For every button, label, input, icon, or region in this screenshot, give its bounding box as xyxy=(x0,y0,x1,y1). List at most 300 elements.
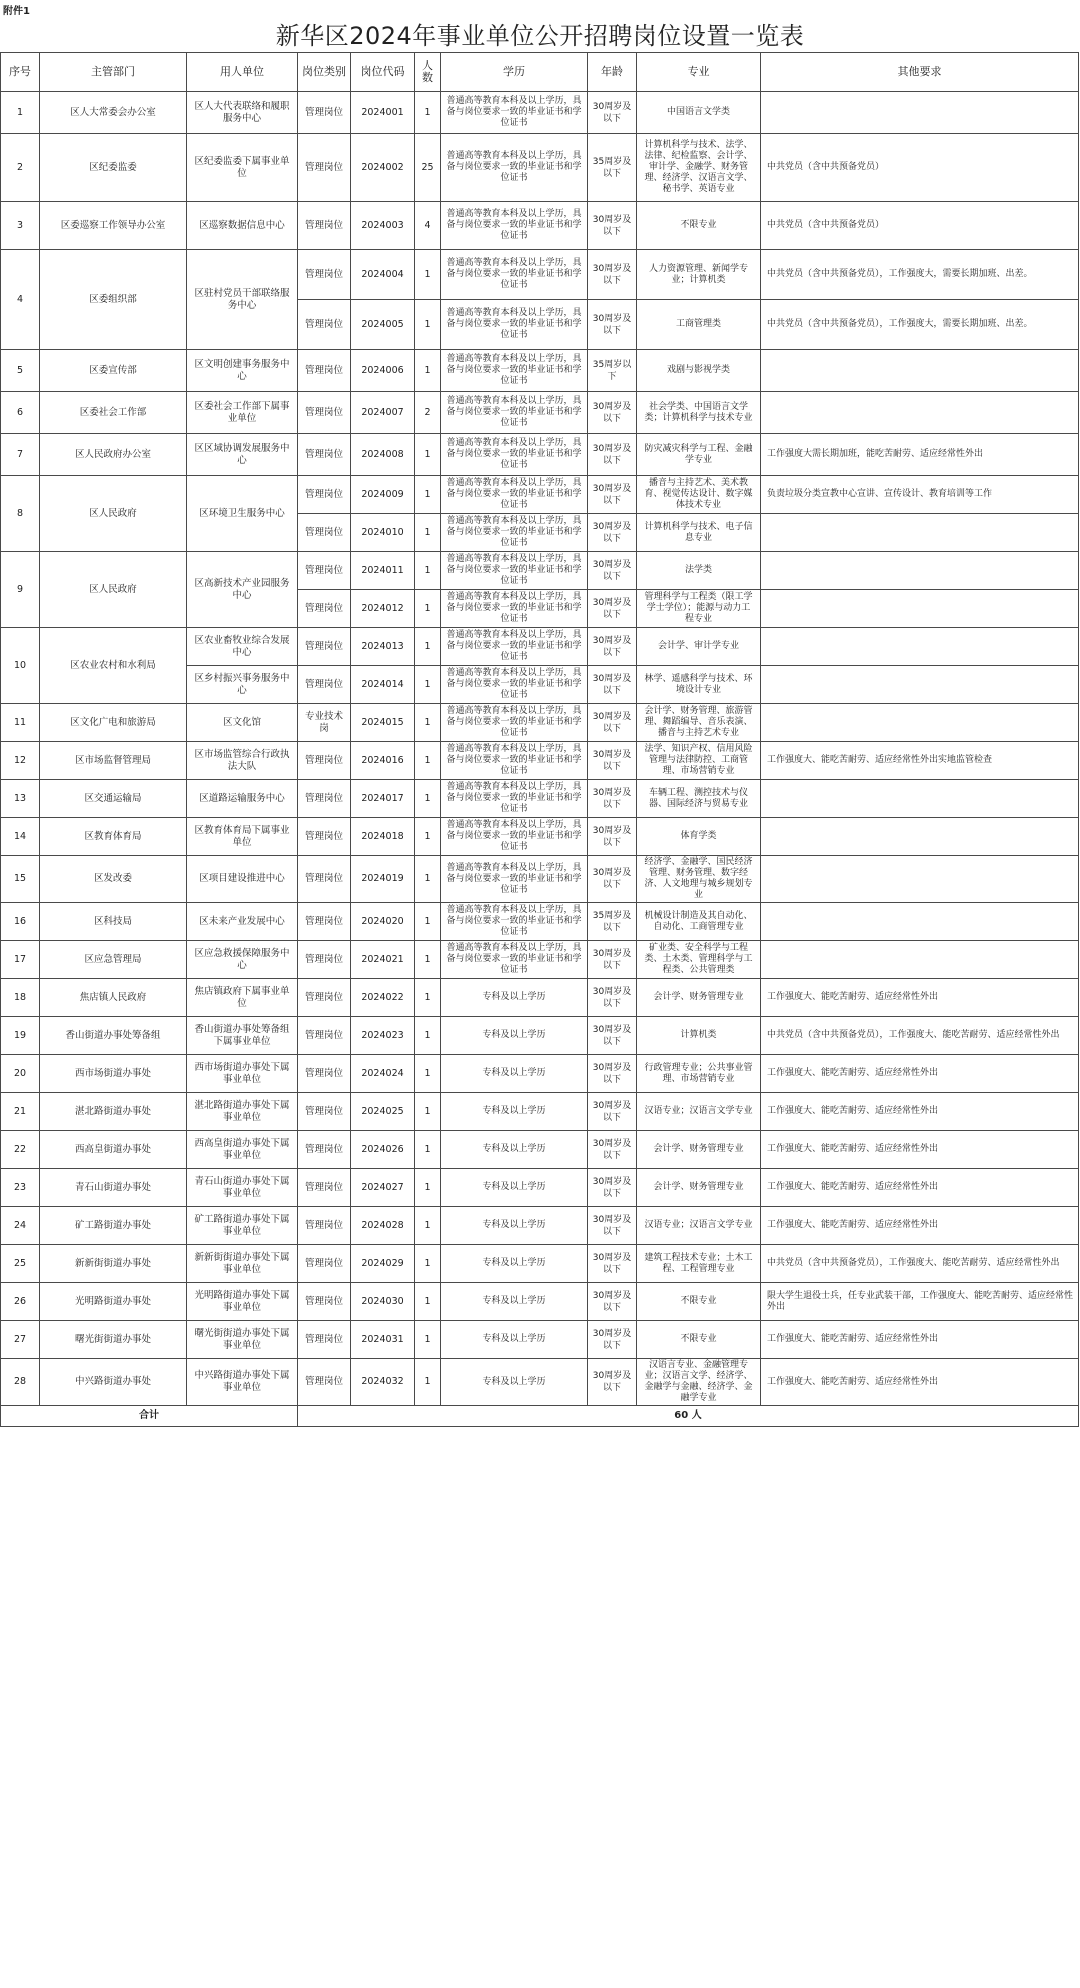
cell-major: 播音与主持艺术、美术教育、视觉传达设计、数字媒体技术专业 xyxy=(637,476,761,514)
table-row xyxy=(1,979,1079,1017)
cell-age: 30周岁及以下 xyxy=(588,1245,637,1283)
cell-count: 1 xyxy=(415,1321,441,1359)
cell-age: 30周岁及以下 xyxy=(588,742,637,780)
cell-dept: 区交通运输局 xyxy=(40,780,187,818)
table-row xyxy=(1,1169,1079,1207)
cell-dept: 焦店镇人民政府 xyxy=(40,979,187,1017)
cell-count: 1 xyxy=(415,590,441,628)
cell-seq: 2 xyxy=(1,134,40,202)
cell-major: 建筑工程技术专业；土木工程、工程管理专业 xyxy=(637,1245,761,1283)
cell-age: 30周岁及以下 xyxy=(588,202,637,250)
cell-unit: 区文明创建事务服务中心 xyxy=(187,350,298,392)
cell-other xyxy=(761,941,1079,979)
cell-code: 2024032 xyxy=(351,1359,415,1406)
cell-age: 30周岁及以下 xyxy=(588,552,637,590)
cell-dept: 光明路街道办事处 xyxy=(40,1283,187,1321)
cell-other xyxy=(761,666,1079,704)
cell-edu: 普通高等教育本科及以上学历，具备与岗位要求一致的毕业证书和学位证书 xyxy=(441,250,588,300)
cell-major: 车辆工程、测控技术与仪器、国际经济与贸易专业 xyxy=(637,780,761,818)
cell-code: 2024003 xyxy=(351,202,415,250)
cell-other: 工作强度大、能吃苦耐劳、适应经常性外出 xyxy=(761,979,1079,1017)
cell-type: 管理岗位 xyxy=(298,666,351,704)
cell-unit: 中兴路街道办事处下属事业单位 xyxy=(187,1359,298,1406)
cell-type: 管理岗位 xyxy=(298,1131,351,1169)
cell-age: 35周岁及以下 xyxy=(588,903,637,941)
cell-major: 汉语专业；汉语言文学专业 xyxy=(637,1207,761,1245)
table-row xyxy=(1,818,1079,856)
cell-age: 30周岁及以下 xyxy=(588,941,637,979)
cell-type: 专业技术岗 xyxy=(298,704,351,742)
cell-unit: 区未来产业发展中心 xyxy=(187,903,298,941)
cell-code: 2024030 xyxy=(351,1283,415,1321)
cell-major: 社会学类、中国语言文学类；计算机科学与技术专业 xyxy=(637,392,761,434)
cell-major: 计算机类 xyxy=(637,1017,761,1055)
cell-code: 2024028 xyxy=(351,1207,415,1245)
cell-age: 30周岁及以下 xyxy=(588,392,637,434)
cell-count: 1 xyxy=(415,818,441,856)
cell-major: 汉语专业；汉语言文学专业 xyxy=(637,1093,761,1131)
cell-age: 35周岁以下 xyxy=(588,350,637,392)
cell-dept: 西高皇街道办事处 xyxy=(40,1131,187,1169)
cell-code: 2024016 xyxy=(351,742,415,780)
cell-seq: 9 xyxy=(1,552,40,628)
cell-code: 2024027 xyxy=(351,1169,415,1207)
cell-edu: 普通高等教育本科及以上学历，具备与岗位要求一致的毕业证书和学位证书 xyxy=(441,350,588,392)
cell-edu: 普通高等教育本科及以上学历，具备与岗位要求一致的毕业证书和学位证书 xyxy=(441,780,588,818)
table-row xyxy=(1,202,1079,250)
cell-seq: 10 xyxy=(1,628,40,704)
cell-major: 不限专业 xyxy=(637,1283,761,1321)
cell-dept: 西市场街道办事处 xyxy=(40,1055,187,1093)
table-row xyxy=(1,1359,1079,1406)
cell-seq: 12 xyxy=(1,742,40,780)
cell-major: 法学类 xyxy=(637,552,761,590)
table-row xyxy=(1,1017,1079,1055)
table-row xyxy=(1,92,1079,134)
cell-other: 负责垃圾分类宣教中心宣讲、宣传设计、教育培训等工作 xyxy=(761,476,1079,514)
cell-age: 30周岁及以下 xyxy=(588,1017,637,1055)
cell-unit: 区道路运输服务中心 xyxy=(187,780,298,818)
cell-seq: 6 xyxy=(1,392,40,434)
cell-count: 1 xyxy=(415,1207,441,1245)
cell-count: 1 xyxy=(415,300,441,350)
cell-unit: 区文化馆 xyxy=(187,704,298,742)
cell-edu: 普通高等教育本科及以上学历，具备与岗位要求一致的毕业证书和学位证书 xyxy=(441,704,588,742)
page-title: 新华区2024年事业单位公开招聘岗位设置一览表 xyxy=(275,22,805,50)
cell-edu: 专科及以上学历 xyxy=(441,1283,588,1321)
table-row xyxy=(1,392,1079,434)
cell-seq: 11 xyxy=(1,704,40,742)
cell-code: 2024029 xyxy=(351,1245,415,1283)
cell-count: 1 xyxy=(415,628,441,666)
cell-seq: 1 xyxy=(1,92,40,134)
cell-edu: 普通高等教育本科及以上学历，具备与岗位要求一致的毕业证书和学位证书 xyxy=(441,392,588,434)
cell-dept: 矿工路街道办事处 xyxy=(40,1207,187,1245)
header-age: 年龄 xyxy=(588,53,637,92)
table-row xyxy=(1,1131,1079,1169)
total-row xyxy=(1,1406,1079,1427)
cell-seq: 3 xyxy=(1,202,40,250)
cell-other xyxy=(761,92,1079,134)
cell-type: 管理岗位 xyxy=(298,1169,351,1207)
cell-other xyxy=(761,780,1079,818)
cell-seq: 19 xyxy=(1,1017,40,1055)
table-row xyxy=(1,1093,1079,1131)
cell-other xyxy=(761,350,1079,392)
cell-edu: 普通高等教育本科及以上学历，具备与岗位要求一致的毕业证书和学位证书 xyxy=(441,552,588,590)
table-row xyxy=(1,628,1079,666)
cell-edu: 普通高等教育本科及以上学历，具备与岗位要求一致的毕业证书和学位证书 xyxy=(441,92,588,134)
cell-major: 林学、遥感科学与技术、环境设计专业 xyxy=(637,666,761,704)
cell-age: 30周岁及以下 xyxy=(588,780,637,818)
cell-type: 管理岗位 xyxy=(298,941,351,979)
cell-unit: 区委社会工作部下属事业单位 xyxy=(187,392,298,434)
cell-major: 汉语言专业、金融管理专业；汉语言文学、经济学、金融学与金融、经济学、金融学专业 xyxy=(637,1359,761,1406)
header-row xyxy=(1,53,1079,92)
cell-seq: 22 xyxy=(1,1131,40,1169)
cell-count: 1 xyxy=(415,903,441,941)
cell-type: 管理岗位 xyxy=(298,1017,351,1055)
cell-other: 中共党员（含中共预备党员），工作强度大、能吃苦耐劳、适应经常性外出 xyxy=(761,1245,1079,1283)
cell-age: 30周岁及以下 xyxy=(588,1359,637,1406)
cell-other xyxy=(761,903,1079,941)
table-row xyxy=(1,941,1079,979)
cell-age: 30周岁及以下 xyxy=(588,590,637,628)
cell-unit: 区应急救援保障服务中心 xyxy=(187,941,298,979)
header-other: 其他要求 xyxy=(761,53,1079,92)
cell-age: 30周岁及以下 xyxy=(588,1321,637,1359)
cell-seq: 7 xyxy=(1,434,40,476)
cell-code: 2024021 xyxy=(351,941,415,979)
cell-code: 2024009 xyxy=(351,476,415,514)
header-major: 专业 xyxy=(637,53,761,92)
cell-seq: 14 xyxy=(1,818,40,856)
table-row xyxy=(1,1283,1079,1321)
cell-major: 矿业类、安全科学与工程类、土木类、管理科学与工程类、公共管理类 xyxy=(637,941,761,979)
cell-unit: 区乡村振兴事务服务中心 xyxy=(187,666,298,704)
cell-age: 30周岁及以下 xyxy=(588,1169,637,1207)
header-edu: 学历 xyxy=(441,53,588,92)
cell-type: 管理岗位 xyxy=(298,250,351,300)
cell-count: 1 xyxy=(415,666,441,704)
cell-seq: 15 xyxy=(1,856,40,903)
table-row xyxy=(1,1321,1079,1359)
cell-edu: 普通高等教育本科及以上学历，具备与岗位要求一致的毕业证书和学位证书 xyxy=(441,202,588,250)
cell-edu: 专科及以上学历 xyxy=(441,979,588,1017)
cell-unit: 香山街道办事处筹备组下属事业单位 xyxy=(187,1017,298,1055)
cell-dept: 区人大常委会办公室 xyxy=(40,92,187,134)
cell-unit: 区高新技术产业园服务中心 xyxy=(187,552,298,628)
cell-edu: 普通高等教育本科及以上学历，具备与岗位要求一致的毕业证书和学位证书 xyxy=(441,903,588,941)
cell-edu: 专科及以上学历 xyxy=(441,1245,588,1283)
cell-other: 中共党员（含中共预备党员） xyxy=(761,134,1079,202)
cell-edu: 专科及以上学历 xyxy=(441,1093,588,1131)
cell-code: 2024017 xyxy=(351,780,415,818)
cell-age: 30周岁及以下 xyxy=(588,818,637,856)
cell-edu: 普通高等教育本科及以上学历，具备与岗位要求一致的毕业证书和学位证书 xyxy=(441,856,588,903)
cell-edu: 普通高等教育本科及以上学历，具备与岗位要求一致的毕业证书和学位证书 xyxy=(441,300,588,350)
table-row xyxy=(1,903,1079,941)
total-value: 60 人 xyxy=(298,1406,1079,1427)
cell-edu: 专科及以上学历 xyxy=(441,1207,588,1245)
cell-count: 1 xyxy=(415,552,441,590)
cell-count: 25 xyxy=(415,134,441,202)
cell-type: 管理岗位 xyxy=(298,1359,351,1406)
cell-major: 会计学、财务管理专业 xyxy=(637,1131,761,1169)
cell-type: 管理岗位 xyxy=(298,979,351,1017)
cell-type: 管理岗位 xyxy=(298,1245,351,1283)
cell-unit: 区驻村党员干部联络服务中心 xyxy=(187,250,298,350)
cell-dept: 湛北路街道办事处 xyxy=(40,1093,187,1131)
table-row xyxy=(1,1245,1079,1283)
cell-age: 30周岁及以下 xyxy=(588,1207,637,1245)
cell-dept: 区文化广电和旅游局 xyxy=(40,704,187,742)
cell-count: 4 xyxy=(415,202,441,250)
cell-major: 工商管理类 xyxy=(637,300,761,350)
cell-unit: 区区域协调发展服务中心 xyxy=(187,434,298,476)
cell-code: 2024019 xyxy=(351,856,415,903)
cell-type: 管理岗位 xyxy=(298,856,351,903)
table-row xyxy=(1,434,1079,476)
cell-other: 中共党员（含中共预备党员），工作强度大，需要长期加班、出差。 xyxy=(761,250,1079,300)
cell-major: 经济学、金融学、国民经济管理、财务管理、数字经济、人文地理与城乡规划专业 xyxy=(637,856,761,903)
cell-count: 1 xyxy=(415,1169,441,1207)
cell-count: 1 xyxy=(415,1131,441,1169)
table-row xyxy=(1,1055,1079,1093)
cell-age: 30周岁及以下 xyxy=(588,979,637,1017)
cell-age: 30周岁及以下 xyxy=(588,1093,637,1131)
attachment-label: 附件1 xyxy=(3,6,30,17)
table-row xyxy=(1,742,1079,780)
cell-other: 工作强度大、能吃苦耐劳、适应经常性外出 xyxy=(761,1131,1079,1169)
cell-other: 工作强度大、能吃苦耐劳、适应经常性外出 xyxy=(761,1359,1079,1406)
cell-seq: 20 xyxy=(1,1055,40,1093)
cell-edu: 专科及以上学历 xyxy=(441,1321,588,1359)
total-label: 合计 xyxy=(1,1406,298,1427)
cell-type: 管理岗位 xyxy=(298,1283,351,1321)
cell-seq: 16 xyxy=(1,903,40,941)
cell-major: 计算机科学与技术、法学、法律、纪检监察、会计学、审计学、金融学、财务管理、经济学、汉语言文学、秘书学、英语专业 xyxy=(637,134,761,202)
cell-edu: 普通高等教育本科及以上学历，具备与岗位要求一致的毕业证书和学位证书 xyxy=(441,514,588,552)
cell-dept: 区委巡察工作领导办公室 xyxy=(40,202,187,250)
cell-edu: 专科及以上学历 xyxy=(441,1359,588,1406)
cell-other: 限大学生退役士兵，任专业武装干部，工作强度大、能吃苦耐劳、适应经常性外出 xyxy=(761,1283,1079,1321)
cell-age: 30周岁及以下 xyxy=(588,92,637,134)
cell-unit: 区人大代表联络和履职服务中心 xyxy=(187,92,298,134)
cell-age: 30周岁及以下 xyxy=(588,514,637,552)
cell-code: 2024022 xyxy=(351,979,415,1017)
cell-dept: 新新街街道办事处 xyxy=(40,1245,187,1283)
cell-edu: 普通高等教育本科及以上学历，具备与岗位要求一致的毕业证书和学位证书 xyxy=(441,628,588,666)
cell-dept: 青石山街道办事处 xyxy=(40,1169,187,1207)
cell-other xyxy=(761,704,1079,742)
cell-type: 管理岗位 xyxy=(298,1055,351,1093)
cell-dept: 区委宣传部 xyxy=(40,350,187,392)
cell-unit: 西市场街道办事处下属事业单位 xyxy=(187,1055,298,1093)
cell-count: 1 xyxy=(415,92,441,134)
cell-age: 30周岁及以下 xyxy=(588,300,637,350)
cell-seq: 24 xyxy=(1,1207,40,1245)
cell-code: 2024031 xyxy=(351,1321,415,1359)
table-row xyxy=(1,780,1079,818)
cell-dept: 曙光街街道办事处 xyxy=(40,1321,187,1359)
cell-count: 2 xyxy=(415,392,441,434)
cell-edu: 专科及以上学历 xyxy=(441,1017,588,1055)
cell-dept: 区市场监督管理局 xyxy=(40,742,187,780)
cell-other: 中共党员（含中共预备党员），工作强度大、能吃苦耐劳、适应经常性外出 xyxy=(761,1017,1079,1055)
cell-other xyxy=(761,628,1079,666)
table-row xyxy=(1,134,1079,202)
cell-unit: 新新街街道办事处下属事业单位 xyxy=(187,1245,298,1283)
cell-age: 30周岁及以下 xyxy=(588,666,637,704)
cell-major: 行政管理专业；公共事业管理、市场营销专业 xyxy=(637,1055,761,1093)
cell-unit: 光明路街道办事处下属事业单位 xyxy=(187,1283,298,1321)
cell-unit: 矿工路街道办事处下属事业单位 xyxy=(187,1207,298,1245)
cell-edu: 普通高等教育本科及以上学历，具备与岗位要求一致的毕业证书和学位证书 xyxy=(441,742,588,780)
cell-dept: 区人民政府办公室 xyxy=(40,434,187,476)
cell-type: 管理岗位 xyxy=(298,552,351,590)
cell-other xyxy=(761,392,1079,434)
cell-other xyxy=(761,514,1079,552)
cell-dept: 区应急管理局 xyxy=(40,941,187,979)
cell-type: 管理岗位 xyxy=(298,392,351,434)
cell-unit: 曙光街街道办事处下属事业单位 xyxy=(187,1321,298,1359)
cell-type: 管理岗位 xyxy=(298,1093,351,1131)
cell-code: 2024007 xyxy=(351,392,415,434)
cell-code: 2024014 xyxy=(351,666,415,704)
cell-dept: 中兴路街道办事处 xyxy=(40,1359,187,1406)
cell-major: 会计学、财务管理专业 xyxy=(637,1169,761,1207)
cell-count: 1 xyxy=(415,514,441,552)
cell-count: 1 xyxy=(415,1359,441,1406)
cell-count: 1 xyxy=(415,941,441,979)
cell-other xyxy=(761,590,1079,628)
cell-type: 管理岗位 xyxy=(298,202,351,250)
cell-edu: 普通高等教育本科及以上学历，具备与岗位要求一致的毕业证书和学位证书 xyxy=(441,590,588,628)
cell-count: 1 xyxy=(415,476,441,514)
cell-type: 管理岗位 xyxy=(298,903,351,941)
cell-count: 1 xyxy=(415,1017,441,1055)
cell-seq: 21 xyxy=(1,1093,40,1131)
cell-other: 工作强度大、能吃苦耐劳、适应经常性外出 xyxy=(761,1321,1079,1359)
cell-major: 人力资源管理、新闻学专业；计算机类 xyxy=(637,250,761,300)
cell-major: 不限专业 xyxy=(637,202,761,250)
cell-seq: 18 xyxy=(1,979,40,1017)
cell-code: 2024002 xyxy=(351,134,415,202)
cell-seq: 17 xyxy=(1,941,40,979)
cell-count: 1 xyxy=(415,1093,441,1131)
cell-count: 1 xyxy=(415,1245,441,1283)
cell-count: 1 xyxy=(415,350,441,392)
cell-type: 管理岗位 xyxy=(298,1321,351,1359)
cell-type: 管理岗位 xyxy=(298,476,351,514)
cell-other: 工作强度大、能吃苦耐劳、适应经常性外出 xyxy=(761,1093,1079,1131)
cell-edu: 普通高等教育本科及以上学历，具备与岗位要求一致的毕业证书和学位证书 xyxy=(441,134,588,202)
cell-unit: 区农业畜牧业综合发展中心 xyxy=(187,628,298,666)
cell-other: 工作强度大、能吃苦耐劳、适应经常性外出实地监管检查 xyxy=(761,742,1079,780)
cell-count: 1 xyxy=(415,250,441,300)
cell-type: 管理岗位 xyxy=(298,780,351,818)
cell-type: 管理岗位 xyxy=(298,350,351,392)
cell-code: 2024012 xyxy=(351,590,415,628)
cell-type: 管理岗位 xyxy=(298,742,351,780)
cell-major: 体育学类 xyxy=(637,818,761,856)
cell-dept: 区科技局 xyxy=(40,903,187,941)
table-row xyxy=(1,350,1079,392)
cell-age: 30周岁及以下 xyxy=(588,476,637,514)
cell-unit: 区市场监管综合行政执法大队 xyxy=(187,742,298,780)
cell-other: 工作强度大需长期加班，能吃苦耐劳、适应经常性外出 xyxy=(761,434,1079,476)
cell-edu: 普通高等教育本科及以上学历，具备与岗位要求一致的毕业证书和学位证书 xyxy=(441,818,588,856)
cell-unit: 区纪委监委下属事业单位 xyxy=(187,134,298,202)
cell-unit: 区项目建设推进中心 xyxy=(187,856,298,903)
cell-other: 工作强度大、能吃苦耐劳、适应经常性外出 xyxy=(761,1207,1079,1245)
cell-age: 30周岁及以下 xyxy=(588,1283,637,1321)
cell-age: 30周岁及以下 xyxy=(588,434,637,476)
cell-age: 30周岁及以下 xyxy=(588,1055,637,1093)
cell-major: 法学、知识产权、信用风险管理与法律防控、工商管理、市场营销专业 xyxy=(637,742,761,780)
cell-major: 机械设计制造及其自动化、自动化、工商管理专业 xyxy=(637,903,761,941)
cell-type: 管理岗位 xyxy=(298,92,351,134)
cell-type: 管理岗位 xyxy=(298,628,351,666)
header-unit: 用人单位 xyxy=(187,53,298,92)
cell-type: 管理岗位 xyxy=(298,514,351,552)
cell-major: 会计学、审计学专业 xyxy=(637,628,761,666)
cell-code: 2024026 xyxy=(351,1131,415,1169)
cell-other: 中共党员（含中共预备党员） xyxy=(761,202,1079,250)
cell-code: 2024018 xyxy=(351,818,415,856)
cell-edu: 专科及以上学历 xyxy=(441,1055,588,1093)
cell-code: 2024010 xyxy=(351,514,415,552)
cell-major: 中国语言文学类 xyxy=(637,92,761,134)
cell-age: 30周岁及以下 xyxy=(588,856,637,903)
cell-type: 管理岗位 xyxy=(298,818,351,856)
cell-code: 2024005 xyxy=(351,300,415,350)
cell-edu: 普通高等教育本科及以上学历，具备与岗位要求一致的毕业证书和学位证书 xyxy=(441,434,588,476)
cell-code: 2024023 xyxy=(351,1017,415,1055)
cell-major: 会计学、财务管理、旅游管理、舞蹈编导、音乐表演、播音与主持艺术专业 xyxy=(637,704,761,742)
cell-unit: 区环境卫生服务中心 xyxy=(187,476,298,552)
cell-other: 工作强度大、能吃苦耐劳、适应经常性外出 xyxy=(761,1055,1079,1093)
cell-dept: 香山街道办事处筹备组 xyxy=(40,1017,187,1055)
cell-type: 管理岗位 xyxy=(298,300,351,350)
cell-dept: 区农业农村和水利局 xyxy=(40,628,187,704)
cell-unit: 焦店镇政府下属事业单位 xyxy=(187,979,298,1017)
cell-age: 30周岁及以下 xyxy=(588,250,637,300)
cell-code: 2024024 xyxy=(351,1055,415,1093)
cell-count: 1 xyxy=(415,1283,441,1321)
cell-seq: 28 xyxy=(1,1359,40,1406)
cell-seq: 26 xyxy=(1,1283,40,1321)
cell-edu: 专科及以上学历 xyxy=(441,1131,588,1169)
cell-count: 1 xyxy=(415,979,441,1017)
cell-other: 中共党员（含中共预备党员），工作强度大，需要长期加班、出差。 xyxy=(761,300,1079,350)
cell-age: 35周岁及以下 xyxy=(588,134,637,202)
cell-seq: 8 xyxy=(1,476,40,552)
cell-age: 30周岁及以下 xyxy=(588,704,637,742)
header-count: 人数 xyxy=(415,53,441,92)
cell-seq: 23 xyxy=(1,1169,40,1207)
cell-count: 1 xyxy=(415,704,441,742)
cell-other xyxy=(761,818,1079,856)
table-row xyxy=(1,552,1079,590)
cell-dept: 区委组织部 xyxy=(40,250,187,350)
cell-other xyxy=(761,856,1079,903)
table-row xyxy=(1,476,1079,514)
cell-code: 2024004 xyxy=(351,250,415,300)
table-row xyxy=(1,250,1079,300)
cell-count: 1 xyxy=(415,856,441,903)
